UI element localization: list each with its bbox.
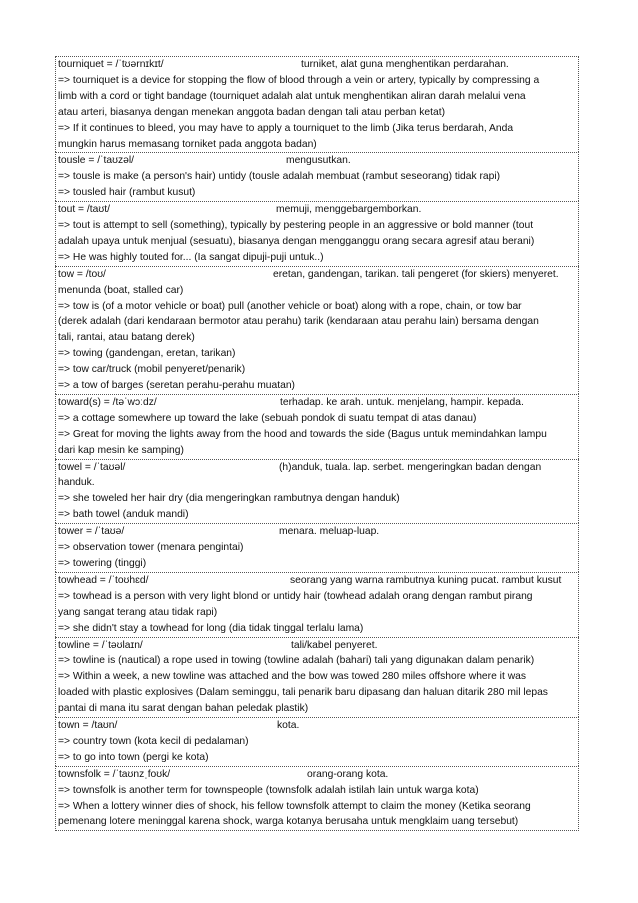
entry-meaning: kota. bbox=[277, 720, 300, 732]
entry-head bbox=[58, 202, 576, 218]
entry-line: => Within a week, a new towline was attached and the bow was towed 280 miles offshore where it was bbox=[58, 671, 527, 683]
entry-meaning: mengusutkan. bbox=[286, 155, 351, 167]
entry-line: => townsfolk is another term for townspeople (townsfolk adalah istilah lain untuk warga kota) bbox=[58, 784, 479, 796]
entry-term: towline = /ˈtəʊlaɪn/ bbox=[58, 639, 143, 651]
entry-townsfolk bbox=[55, 766, 579, 832]
entry-line: => tousled hair (rambut kusut) bbox=[58, 187, 196, 199]
entry-line: => Great for moving the lights away from the hood and towards the side (Bagus untuk memindahkan lampu bbox=[58, 428, 547, 440]
entry-line: => tow is (of a motor vehicle or boat) pull (another vehicle or boat) along with a rope, chain, or tow bar bbox=[58, 300, 522, 312]
entry-tourniquet bbox=[55, 56, 579, 152]
entry-meaning: memuji, menggebargemborkan. bbox=[276, 204, 422, 216]
entry-toward bbox=[55, 394, 579, 459]
entry-meaning: orang-orang kota. bbox=[307, 768, 389, 780]
entry-term: toward(s) = /təˈwɔːdz/ bbox=[58, 396, 157, 408]
entry-line: dari kap mesin ke samping) bbox=[58, 444, 184, 456]
entry-line: => a cottage somewhere up toward the lake (sebuah pondok di suatu tempat di atas danau) bbox=[58, 412, 477, 424]
entry-towhead bbox=[55, 572, 579, 637]
entry-term: tout = /taʊt/ bbox=[58, 204, 110, 216]
entry-line: menunda (boat, stalled car) bbox=[58, 284, 184, 296]
entry-head bbox=[58, 524, 576, 540]
entry-term: tourniquet = /ˈtʊərnɪkɪt/ bbox=[58, 59, 164, 70]
entry-line: loaded with plastic explosives (Dalam seminggu, tali penarik baru dipasang dan haluan ditarik 280 mil lepas bbox=[58, 687, 548, 699]
entry-line: => tourniquet is a device for stopping the flow of blood through a vein or artery, typically by compressing a bbox=[58, 74, 540, 86]
entry-meaning: terhadap. ke arah. untuk. menjelang, hampir. kepada. bbox=[280, 396, 524, 408]
entry-tout bbox=[55, 201, 579, 266]
entry-line: => He was highly touted for... (Ia sangat dipuji-puji untuk..) bbox=[58, 251, 324, 263]
entry-meaning: seorang yang warna rambutnya kuning pucat. rambut kusut bbox=[290, 574, 562, 586]
entry-line: mungkin harus memasang torniket pada anggota badan) bbox=[58, 138, 317, 150]
entry-line: atau arteri, biasanya dengan menekan anggota badan dengan tali atau perban ketat) bbox=[58, 106, 445, 118]
entry-meaning: tali/kabel penyeret. bbox=[291, 639, 378, 651]
entry-line: => bath towel (anduk mandi) bbox=[58, 509, 189, 521]
entry-head bbox=[58, 267, 576, 283]
entry-line: tali, rantai, atau batang derek) bbox=[58, 332, 195, 344]
entry-head bbox=[58, 718, 576, 734]
entry-term: tousle = /ˈtaʊzəl/ bbox=[58, 155, 134, 167]
entry-term: tower = /ˈtaʊə/ bbox=[58, 526, 125, 538]
entry-term: town = /taʊn/ bbox=[58, 720, 118, 732]
dictionary-page bbox=[55, 56, 579, 831]
entry-line: handuk. bbox=[58, 477, 95, 489]
entry-term: townsfolk = /ˈtaʊnzˌfoʊk/ bbox=[58, 768, 171, 780]
entry-line: => she toweled her hair dry (dia mengeringkan rambutnya dengan handuk) bbox=[58, 493, 400, 505]
entry-meaning: turniket, alat guna menghentikan perdarahan. bbox=[301, 59, 509, 70]
entry-towline bbox=[55, 637, 579, 718]
entry-line: => towline is (nautical) a rope used in towing (towline adalah (bahari) tali yang digunakan dalam penarik) bbox=[58, 655, 535, 667]
entry-term: towhead = /ˈtoʊhɛd/ bbox=[58, 574, 149, 586]
entry-line: => towing (gandengan, eretan, tarikan) bbox=[58, 348, 236, 360]
entry-town bbox=[55, 717, 579, 766]
entry-line: => towering (tinggi) bbox=[58, 557, 147, 569]
entry-term: tow = /toʊ/ bbox=[58, 268, 106, 280]
entry-line: => towhead is a person with very light blond or untidy hair (towhead adalah orang dengan rambut pirang bbox=[58, 590, 533, 602]
entry-line: (derek adalah (dari kendaraan bermotor atau perahu) tarik (kendaraan atau perahu lain) bersama dengan bbox=[58, 316, 539, 328]
entry-tow bbox=[55, 266, 579, 394]
entry-line: adalah upaya untuk menjual (sesuatu), biasanya dengan mengganggu orang secara agresif atau berani) bbox=[58, 235, 535, 247]
entry-line: => When a lottery winner dies of shock, his fellow townsfolk attempt to claim the money (Ketika seorang bbox=[58, 800, 531, 812]
entry-line: pemenang lotere meninggal karena shock, warga kotanya berusaha untuk mengklaim uang tersebut) bbox=[58, 816, 519, 828]
entry-meaning: (h)anduk, tuala. lap. serbet. mengeringkan badan dengan bbox=[279, 461, 542, 473]
entry-line: => a tow of barges (seretan perahu-perahu muatan) bbox=[58, 380, 295, 392]
entry-head bbox=[58, 638, 576, 654]
entry-tousle bbox=[55, 152, 579, 201]
entry-head bbox=[58, 460, 576, 476]
entry-line: => If it continues to bleed, you may have to apply a tourniquet to the limb (Jika terus berdarah, Anda bbox=[58, 122, 514, 134]
entry-line: => she didn't stay a towhead for long (dia tidak tinggal terlalu lama) bbox=[58, 622, 364, 634]
entry-term: towel = /ˈtaʊəl/ bbox=[58, 461, 126, 473]
entry-line: => tow car/truck (mobil penyeret/penarik) bbox=[58, 364, 246, 376]
entry-towel bbox=[55, 459, 579, 524]
entry-head bbox=[58, 573, 576, 589]
entry-line: => country town (kota kecil di pedalaman) bbox=[58, 735, 249, 747]
entry-head bbox=[58, 153, 576, 169]
entry-head bbox=[58, 57, 576, 73]
entry-meaning: menara. meluap-luap. bbox=[279, 526, 380, 538]
entry-line: => to go into town (pergi ke kota) bbox=[58, 751, 209, 763]
entry-meaning: eretan, gandengan, tarikan. tali pengeret (for skiers) menyeret. bbox=[273, 268, 559, 280]
entry-line: => tousle is make (a person's hair) untidy (tousle adalah membuat (rambut seseorang) tidak rapi) bbox=[58, 171, 501, 183]
entry-tower bbox=[55, 523, 579, 572]
entry-line: pantai di mana itu sarat dengan bahan peledak plastik) bbox=[58, 703, 309, 715]
entry-head bbox=[58, 395, 576, 411]
entry-line: => tout is attempt to sell (something), typically by pestering people in an aggressive or bold manner (tout bbox=[58, 220, 534, 232]
entry-line: => observation tower (menara pengintai) bbox=[58, 542, 244, 554]
entry-head bbox=[58, 767, 576, 783]
entry-line: yang sangat terang atau tidak rapi) bbox=[58, 606, 218, 618]
entry-line: limb with a cord or tight bandage (tourniquet adalah alat untuk menghentikan aliran darah melalui vena bbox=[58, 90, 526, 102]
